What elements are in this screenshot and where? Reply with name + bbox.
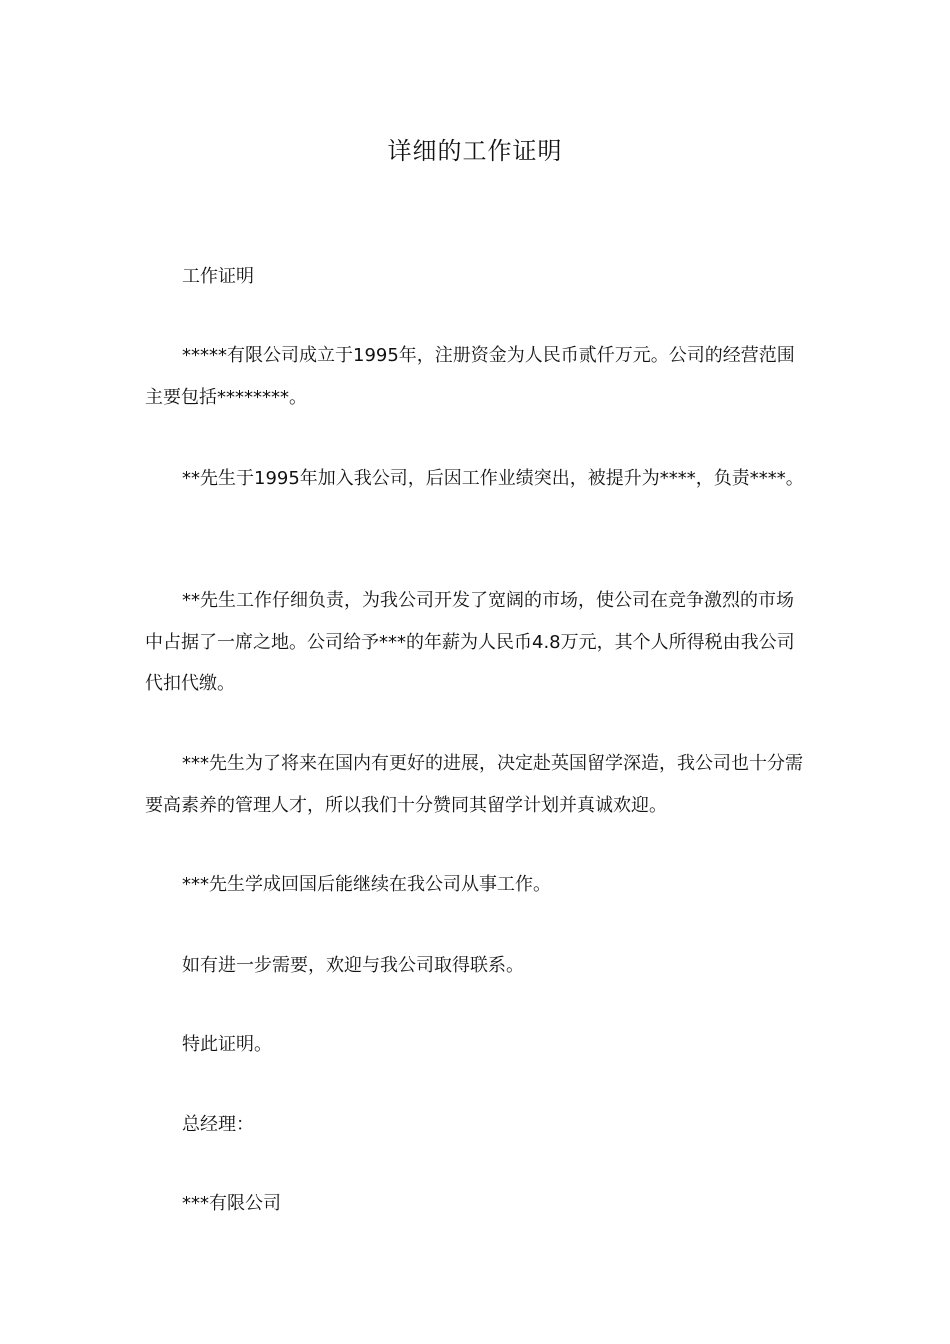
paragraph-return: ***先生学成回国后能继续在我公司从事工作。 — [182, 874, 551, 895]
signature-general-manager: 总经理： — [182, 1114, 254, 1135]
paragraph-contact: 如有进一步需要，欢迎与我公司取得联系。 — [182, 955, 524, 976]
paragraph-performance-salary: **先生工作仔细负责，为我公司开发了宽阔的市场，使公司在竞争激烈的市场中占据了一席之地。公司给予***的年薪为人民币4.8万元，其个人所得税由我公司代扣代缴。 — [145, 590, 795, 694]
document-title: 详细的工作证明 — [387, 137, 563, 165]
heading-work-certificate: 工作证明 — [182, 266, 254, 287]
paragraph-certify: 特此证明。 — [182, 1034, 272, 1055]
paragraph-study-abroad: ***先生为了将来在国内有更好的进展，决定赴英国留学深造，我公司也十分需要高素养的管理人才，所以我们十分赞同其留学计划并真诚欢迎。 — [145, 753, 803, 816]
paragraph-company-intro: *****有限公司成立于1995年，注册资金为人民币贰仟万元。公司的经营范围主要包括********。 — [145, 345, 795, 408]
signature-company: ***有限公司 — [182, 1193, 281, 1214]
paragraph-employment: **先生于1995年加入我公司，后因工作业绩突出，被提升为****，负责****。 — [182, 468, 804, 489]
